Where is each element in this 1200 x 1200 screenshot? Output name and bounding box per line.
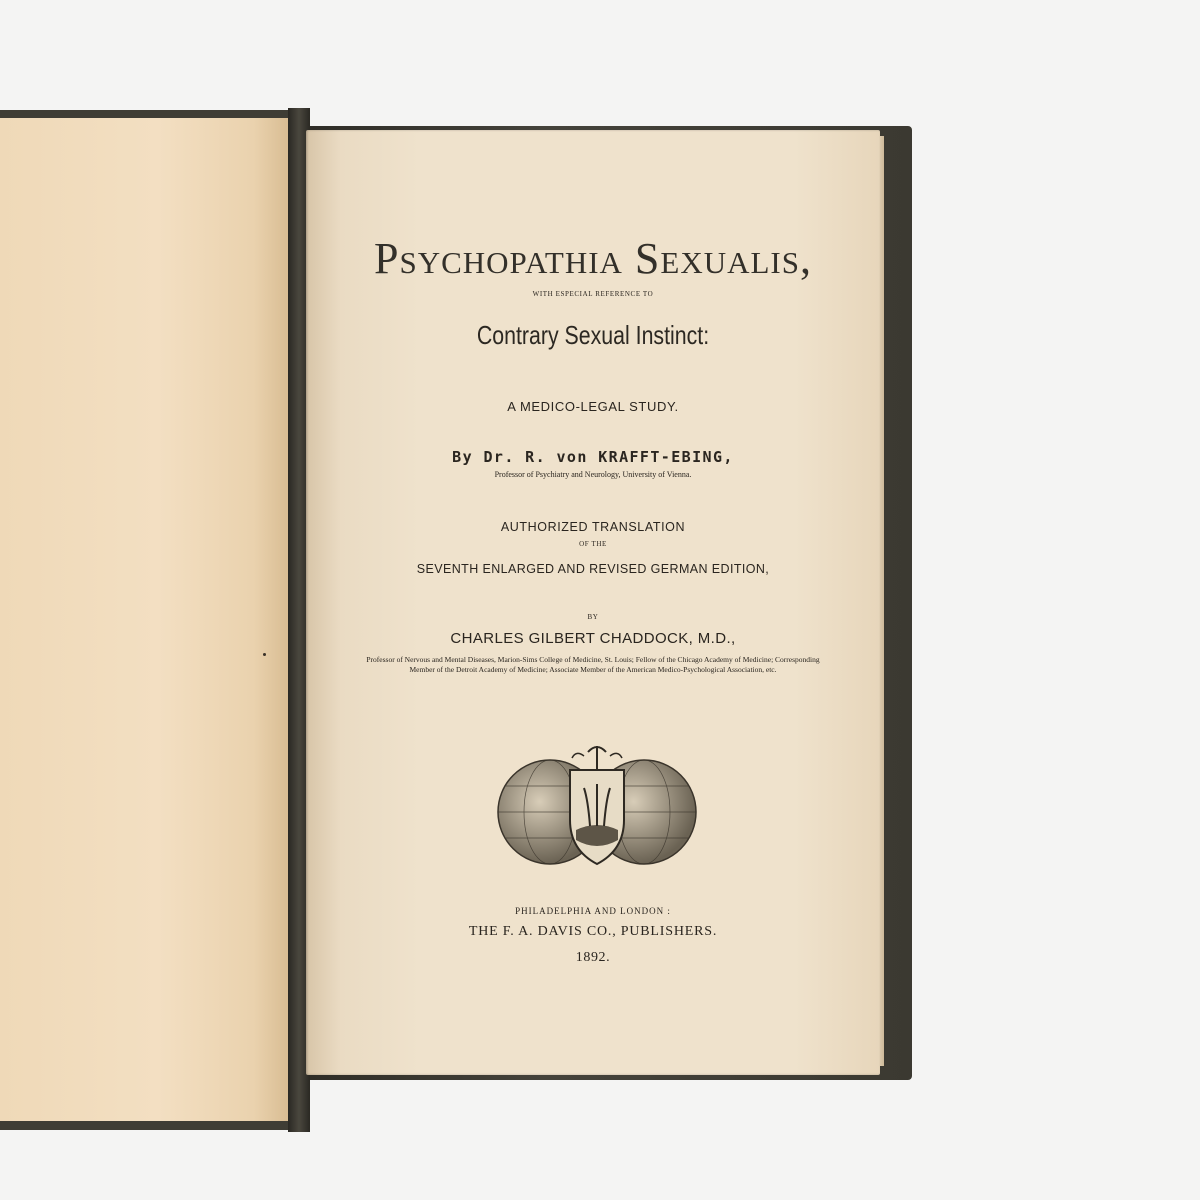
publisher-name: THE F. A. DAVIS CO., PUBLISHERS. [468, 924, 718, 939]
publication-year: 1892. [575, 950, 611, 965]
translator-name: CHARLES GILBERT CHADDOCK, M.D., [450, 630, 736, 647]
translation-line: AUTHORIZED TRANSLATION [500, 520, 686, 534]
ink-speck [263, 653, 266, 656]
publication-place: PHILADELPHIA AND LONDON : [515, 906, 671, 916]
title-page [306, 130, 880, 1075]
of-the-line: OF THE [579, 540, 607, 548]
book-subtitle: Contrary Sexual Instinct: [476, 320, 710, 350]
edition-line: SEVENTH ENLARGED AND REVISED GERMAN EDITION, [416, 562, 770, 576]
reference-line: WITH ESPECIAL REFERENCE TO [532, 290, 654, 298]
book-title: Psychopathia Sexualis, [374, 234, 812, 283]
author-title: Professor of Psychiatry and Neurology, University of Vienna. [494, 470, 692, 479]
blank-endpaper [0, 118, 288, 1121]
publisher-emblem-icon [492, 740, 702, 870]
author-line: By Dr. R. von KRAFFT-EBING, [452, 448, 734, 466]
translator-credentials: Professor of Nervous and Mental Diseases, Marion-Sims College of Medicine, St. Louis; Fellow of the Chicago Academy of Medicine; Corresponding Member of the Detroit Academy of Medicine; Associate Member of the American Medico-Psychological Association, etc. [366, 655, 820, 674]
study-line: A MEDICO-LEGAL STUDY. [507, 399, 679, 414]
by-line: BY [587, 613, 599, 621]
